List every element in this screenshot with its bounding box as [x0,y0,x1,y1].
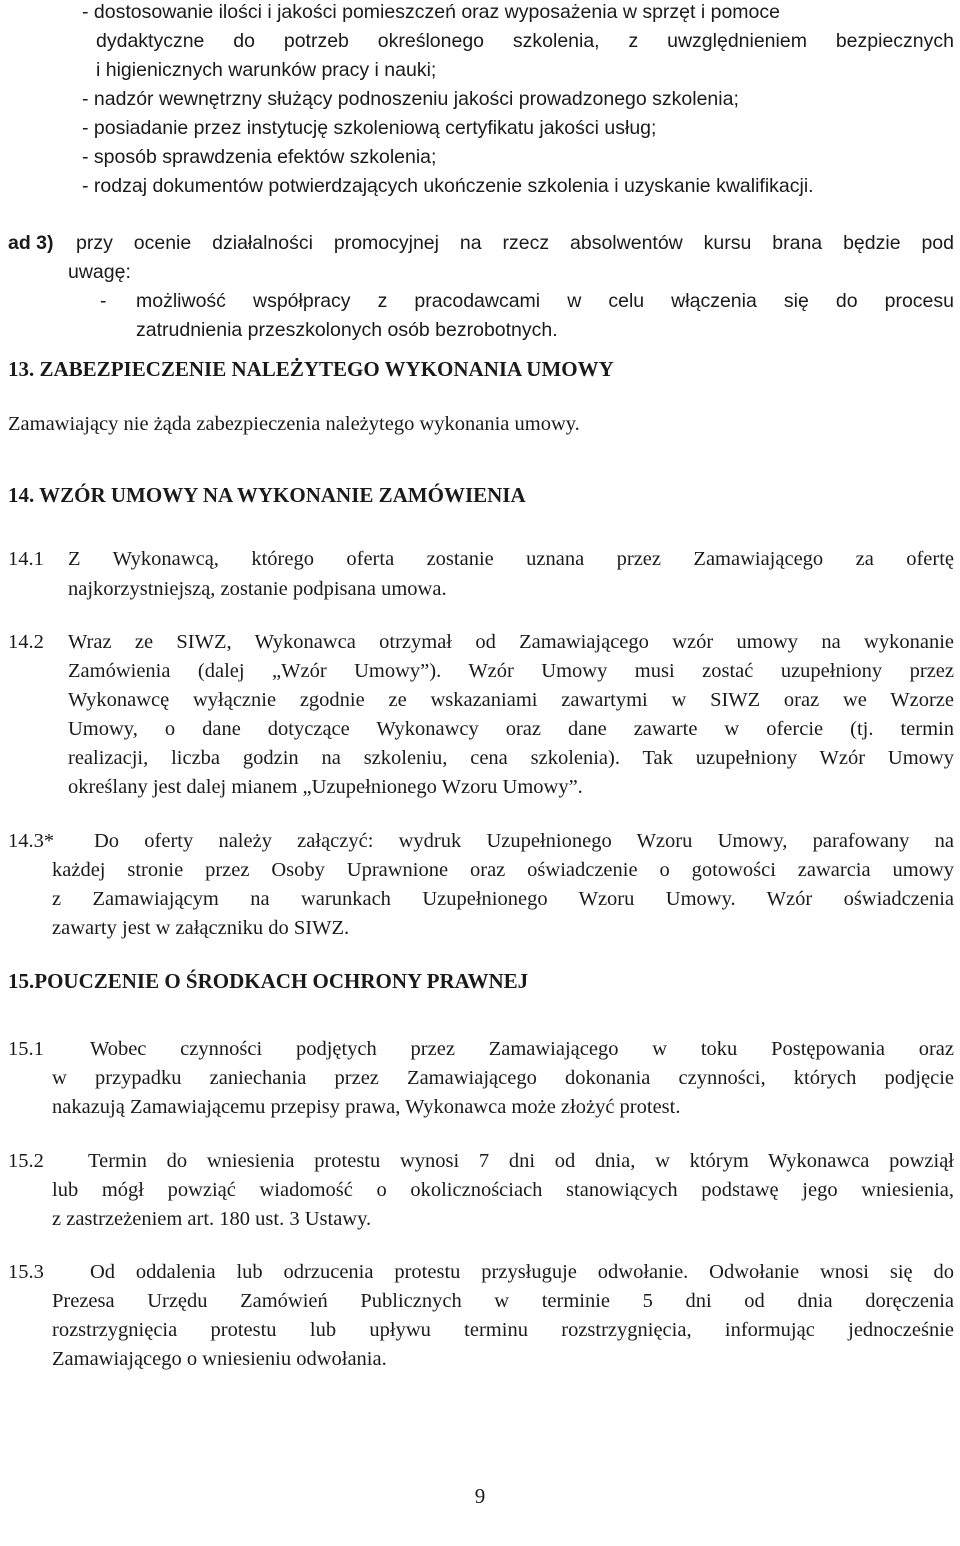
list-item-continuation: i higienicznych warunków pracy i nauki; [96,59,437,81]
list-item: - rodzaj dokumentów potwierdzających ukończenie szkolenia i uzyskanie kwalifikacji. [82,175,814,197]
list-item-continuation: dydaktyczne do potrzeb określonego szkolenia, z uwzględnieniem bezpiecznych [96,30,954,52]
section-13-text: Zamawiający nie żąda zabezpieczenia należytego wykonania umowy. [8,413,580,435]
paragraph-line: Wobec czynności podjętych przez Zamawiającego w toku Postępowania oraz [90,1038,954,1060]
paragraph-line: każdej stronie przez Osoby Uprawnione oraz oświadczenie o gotowości zawarcia umowy [52,859,954,881]
section-14-heading: 14. WZÓR UMOWY NA WYKONANIE ZAMÓWIENIA [8,483,526,507]
paragraph-line: Do oferty należy załączyć: wydruk Uzupełnionego Wzoru Umowy, parafowany na [94,830,954,852]
paragraph-number: 14.2 [8,631,44,653]
list-item: - posiadanie przez instytucję szkoleniową certyfikatu jakości usług; [82,117,657,139]
section-15-heading: 15.POUCZENIE O ŚRODKACH OCHRONY PRAWNEJ [8,969,529,993]
paragraph-line: Termin do wniesienia protestu wynosi 7 dni od dnia, w którym Wykonawca powziął [88,1150,954,1172]
section-13-heading: 13. ZABEZPIECZENIE NALEŻYTEGO WYKONANIA UMOWY [8,357,614,381]
ad3-text-line: przy ocenie działalności promocyjnej na rzecz absolwentów kursu brana będzie pod [76,232,954,254]
paragraph-line: nakazują Zamawiającemu przepisy prawa, Wykonawca może złożyć protest. [52,1096,681,1118]
paragraph-line: realizacji, liczba godzin na szkoleniu, cena szkolenia). Tak uzupełniony Wzór Umowy [68,747,954,769]
ad3-text-line: uwagę: [68,261,131,283]
page-number: 9 [474,1484,486,1508]
paragraph-number: 15.3 [8,1261,44,1283]
paragraph-line: z Zamawiającym na warunkach Uzupełnionego Wzoru Umowy. Wzór oświadczenia [52,888,954,910]
paragraph-line: rozstrzygnięcia protestu lub upływu terminu rozstrzygnięcia, informując jednocześnie [52,1319,954,1341]
paragraph-number: 15.1 [8,1038,44,1060]
list-item: - nadzór wewnętrzny służący podnoszeniu jakości prowadzonego szkolenia; [82,88,739,110]
paragraph-line: Prezesa Urzędu Zamówień Publicznych w terminie 5 dni od dnia doręczenia [52,1290,954,1312]
paragraph-line: Wykonawcę wyłącznie zgodnie ze wskazaniami zawartymi w SIWZ oraz we Wzorze [68,689,954,711]
paragraph-line: z zastrzeżeniem art. 180 ust. 3 Ustawy. [52,1208,372,1230]
ad3-bullet-line: możliwość współpracy z pracodawcami w celu włączenia się do procesu [136,290,954,312]
paragraph-line: Zamówienia (dalej „Wzór Umowy”). Wzór Umowy musi zostać uzupełniony przez [68,660,954,682]
paragraph-number: 14.1 [8,548,44,570]
paragraph-line: lub mógł powziąć wiadomość o okolicznościach stanowiących podstawę jego wniesienia, [52,1179,954,1201]
paragraph-number: 14.3* [8,830,55,852]
paragraph-line: Wraz ze SIWZ, Wykonawca otrzymał od Zamawiającego wzór umowy na wykonanie [68,631,954,653]
paragraph-line: Umowy, o dane dotyczące Wykonawcy oraz dane zawarte w ofercie (tj. termin [68,718,954,740]
paragraph-line: Zamawiającego o wniesieniu odwołania. [52,1348,387,1370]
paragraph-line: Od oddalenia lub odrzucenia protestu przysługuje odwołanie. Odwołanie wnosi się do [90,1261,954,1283]
ad3-bullet-line: zatrudnienia przeszkolonych osób bezrobotnych. [136,319,558,341]
list-item: - dostosowanie ilości i jakości pomieszczeń oraz wyposażenia w sprzęt i pomoce [82,1,780,23]
paragraph-line: najkorzystniejszą, zostanie podpisana umowa. [68,578,447,600]
paragraph-line: określany jest dalej mianem „Uzupełnionego Wzoru Umowy”. [68,776,583,798]
paragraph-line: w przypadku zaniechania przez Zamawiającego dokonania czynności, których podjęcie [52,1067,954,1089]
paragraph-number: 15.2 [8,1150,44,1172]
paragraph-line: zawarty jest w załączniku do SIWZ. [52,917,350,939]
paragraph-line: Z Wykonawcą, którego oferta zostanie uznana przez Zamawiającego za ofertę [68,548,954,570]
list-item: - sposób sprawdzenia efektów szkolenia; [82,146,437,168]
ad3-label: ad 3) [8,232,54,254]
ad3-bullet-dash: - [100,290,107,312]
